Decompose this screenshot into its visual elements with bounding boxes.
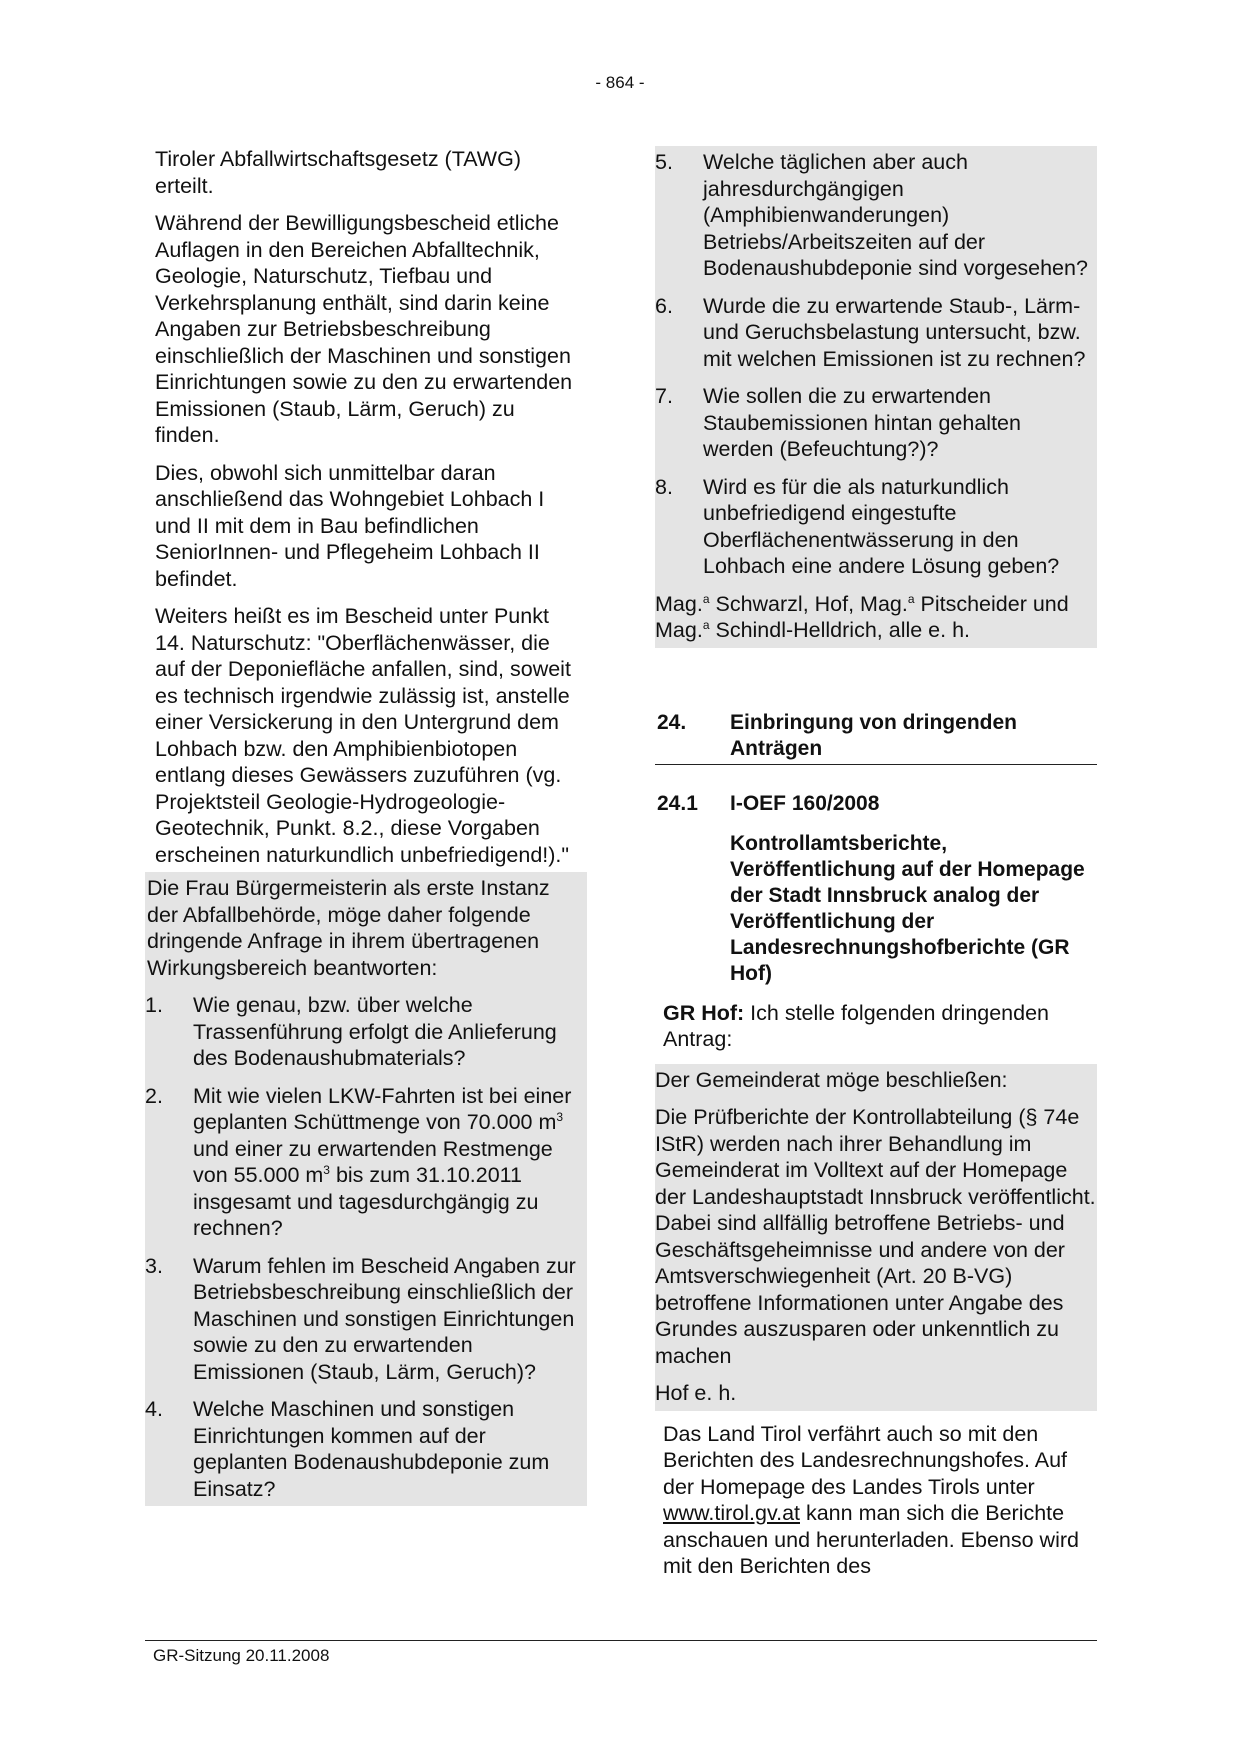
speaker-name: GR Hof: [663, 1000, 745, 1025]
subsection-id: I-OEF 160/2008 [730, 791, 880, 815]
request-intro: Die Frau Bürgermeisterin als erste Instanz der Abfallbehörde, möge daher folgende dringende Anfrage in ihrem übertragenen Wirkungsbereich beantworten: [147, 876, 550, 980]
left-column [145, 146, 587, 1506]
subsection-title: Kontrollamtsberichte, Veröffentlichung auf der Homepage der Stadt Innsbruck analog der Veröffentlichung der Landesrechnungshofberichte (GR Hof) [730, 831, 1085, 985]
footer-divider [145, 1640, 1097, 1641]
motion-signature: Hof e. h. [655, 1381, 737, 1405]
list-number: 3. [145, 1253, 163, 1278]
list-item [145, 1083, 587, 1242]
subsection-number: 24.1 [657, 791, 698, 815]
paragraph: Dies, obwohl sich unmittelbar daran anschließend das Wohngebiet Lohbach I und II mit dem in Bau befindlichen SeniorInnen- und Pflegeheim Lohbach II befindet. [155, 460, 545, 591]
list-text: Wurde die zu erwartende Staub-, Lärm- und Geruchsbelastung untersucht, bzw. mit welchen Emissionen ist zu rechnen? [703, 293, 1086, 371]
list-text: Wird es für die als naturkundlich unbefriedigend eingestufte Oberflächenentwässerung in den Lohbach eine andere Lösung geben? [703, 474, 1060, 578]
list-item [655, 293, 1097, 373]
list-number: 4. [145, 1397, 163, 1421]
tirol-link[interactable]: www.tirol.gv.at [663, 1501, 800, 1525]
right-column [655, 146, 1097, 1580]
list-item [145, 1253, 587, 1386]
list-text: Welche täglichen aber auch jahresdurchgängigen (Amphibienwanderungen) Betriebs/Arbeitszeiten auf der Bodenaushubdeponie sind vorgesehen? [703, 150, 1088, 280]
section-number: 24. [657, 710, 687, 734]
list-item [655, 474, 1097, 580]
list-number: 6. [655, 293, 673, 318]
signature: Mag.$^a$ Schwarzl, Hof, Mag.$^a$ Pitscheider und Mag.$^a$ Schindl-Helldrich, alle e. h. [655, 591, 1069, 642]
subsection-heading [655, 791, 1097, 817]
paragraph: Während der Bewilligungsbescheid etliche Auflagen in den Bereichen Abfalltechnik, Geologie, Naturschutz, Tiefbau und Verkehrsplanung enthält, sind darin keine Angaben zur Betriebsbeschreibung einschließlich der Maschinen und sonstigen Einrichtungen sowie zu den zu erwartenden Emissionen (Staub, Lärm, Geruch) zu finden. [155, 211, 573, 447]
list-number: 1. [145, 993, 163, 1017]
speaker-paragraph: GR Hof: Ich stelle folgenden dringenden Antrag: [663, 1000, 1050, 1051]
list-text: Mit wie vielen LKW-Fahrten ist bei einer geplanten Schüttmenge von 70.000 $m^3$ und einer zu erwartenden Restmenge von 55.000 $m^3$ bis zum 31.10.2011 insgesamt und tagesdurchgängig zu rechnen? [193, 1083, 572, 1240]
list-number: 8. [655, 474, 673, 499]
paragraph: Tiroler Abfallwirtschaftsgesetz (TAWG) erteilt. [155, 147, 521, 198]
list-text: Welche Maschinen und sonstigen Einrichtungen kommen auf der geplanten Bodenaushubdeponie zum Einsatz? [193, 1397, 550, 1501]
list-number: 7. [655, 384, 673, 408]
list-number: 5. [655, 150, 673, 174]
page-number: - 864 - [595, 73, 645, 92]
motion-intro: Der Gemeinderat möge beschließen: [655, 1067, 1008, 1092]
section-heading [655, 710, 1097, 765]
list-item [145, 1396, 587, 1502]
motion-block [655, 1064, 1097, 1411]
list-item [145, 992, 587, 1072]
footer: GR-Sitzung 20.11.2008 [153, 1646, 330, 1665]
list-text: Warum fehlen im Bescheid Angaben zur Betriebsbeschreibung einschließlich der Maschinen und sonstigen Einrichtungen sowie zu den zu erwartenden Emissionen (Staub, Lärm, Geruch)? [193, 1253, 576, 1384]
list-item [655, 383, 1097, 463]
subsection-title-row [655, 831, 1097, 987]
list-number: 2. [145, 1083, 163, 1108]
list-text: Wie sollen die zu erwartenden Staubemissionen hintan gehalten werden (Befeuchtung?)? [703, 384, 1021, 461]
list-text: Wie genau, bzw. über welche Trassenführung erfolgt die Anlieferung des Bodenaushubmaterials? [193, 993, 557, 1070]
closing-paragraph: Das Land Tirol verfährt auch so mit den Berichten des Landesrechnungshofes. Auf der Homepage des Landes Tirols unter www.tirol.gv.at kann man sich die Berichte anschauen und herunterladen. Ebenso wird mit den Berichten des [663, 1421, 1079, 1578]
section-title: Einbringung von dringenden Anträgen [730, 710, 1017, 760]
list-item [655, 149, 1097, 282]
request-block [145, 872, 587, 1506]
questions-block [655, 146, 1097, 648]
motion-text: Die Prüfberichte der Kontrollabteilung (§ 74e IStR) werden nach ihrer Behandlung im Gemeinderat im Volltext auf der Homepage der Landeshauptstadt Innsbruck veröffentlicht. Dabei sind allfällig betroffene Betriebs- und Geschäftsgeheimnisse und andere von der Amtsverschwiegenheit (Art. 20 B-VG) betroffene Informationen unter Angabe des Grundes auszusparen oder unkenntlich zu machen [655, 1105, 1096, 1368]
paragraph: Weiters heißt es im Bescheid unter Punkt 14. Naturschutz: "Oberflächenwässer, die auf der Deponiefläche anfallen, sind, soweit es technisch irgendwie zulässig ist, anstelle einer Versickerung in den Untergrund dem Lohbach bzw. den Amphibienbiotopen entlang dieses Gewässers zuzuführen (vg. Projektsteil Geologie-Hydrogeologie-Geotechnik, Punkt. 8.2., diese Vorgaben erscheinen naturkundlich unbefriedigend!)." [155, 604, 571, 867]
